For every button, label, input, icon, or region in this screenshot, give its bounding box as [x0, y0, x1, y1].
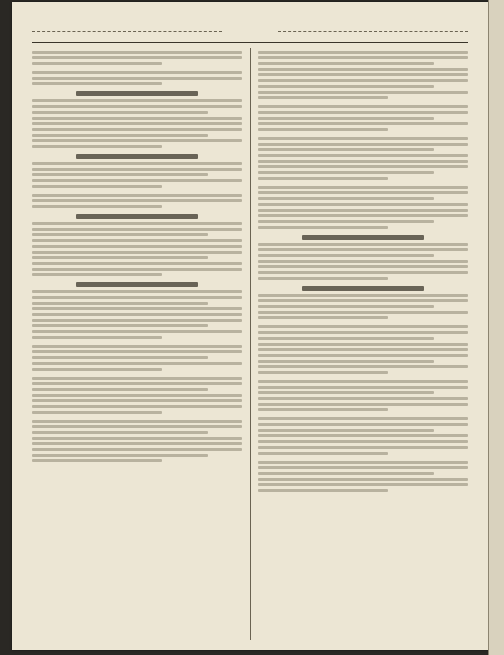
text-line-placeholder: [258, 248, 468, 251]
text-line-placeholder: [258, 197, 434, 200]
text-line-placeholder: [258, 91, 468, 94]
text-line-placeholder: [258, 434, 468, 437]
column-left: [32, 48, 242, 640]
column-divider: [250, 48, 251, 640]
text-line-placeholder: [32, 313, 242, 316]
header-rule-left: [32, 31, 222, 32]
notice-block: [258, 461, 468, 492]
text-line-placeholder: [32, 168, 242, 171]
text-line-placeholder: [258, 440, 468, 443]
text-line-placeholder: [258, 365, 468, 368]
text-line-placeholder: [258, 466, 468, 469]
text-line-placeholder: [258, 277, 388, 280]
text-line-placeholder: [32, 71, 242, 74]
text-line-placeholder: [258, 51, 468, 54]
notice-heading-placeholder: [76, 154, 198, 159]
text-line-placeholder: [32, 388, 208, 391]
text-line-placeholder: [258, 220, 434, 223]
text-line-placeholder: [32, 382, 242, 385]
text-line-placeholder: [258, 265, 468, 268]
text-line-placeholder: [258, 371, 388, 374]
text-line-placeholder: [32, 437, 242, 440]
text-line-placeholder: [32, 345, 242, 348]
text-line-placeholder: [258, 165, 468, 168]
text-line-placeholder: [258, 254, 434, 257]
notice-block: [258, 105, 468, 131]
text-line-placeholder: [258, 117, 434, 120]
text-line-placeholder: [32, 77, 242, 80]
text-line-placeholder: [32, 62, 162, 65]
notice-block: [32, 377, 242, 414]
text-line-placeholder: [32, 134, 208, 137]
text-line-placeholder: [258, 243, 468, 246]
text-line-placeholder: [32, 239, 242, 242]
text-line-placeholder: [32, 459, 162, 462]
text-line-placeholder: [32, 336, 162, 339]
text-line-placeholder: [32, 194, 242, 197]
text-line-placeholder: [258, 111, 468, 114]
text-line-placeholder: [258, 226, 388, 229]
newspaper-page: [12, 2, 488, 650]
notice-block: [32, 154, 242, 188]
text-line-placeholder: [258, 214, 468, 217]
text-line-placeholder: [258, 478, 468, 481]
text-line-placeholder: [32, 179, 242, 182]
text-line-placeholder: [258, 311, 468, 314]
text-line-placeholder: [258, 62, 434, 65]
text-line-placeholder: [32, 411, 162, 414]
text-line-placeholder: [32, 82, 162, 85]
text-line-placeholder: [258, 423, 468, 426]
text-line-placeholder: [32, 99, 242, 102]
text-line-placeholder: [258, 148, 434, 151]
text-line-placeholder: [258, 417, 468, 420]
text-line-placeholder: [32, 399, 242, 402]
text-line-placeholder: [258, 316, 388, 319]
text-line-placeholder: [258, 446, 468, 449]
notice-heading-placeholder: [76, 91, 198, 96]
text-line-placeholder: [258, 171, 434, 174]
text-line-placeholder: [258, 348, 468, 351]
text-line-placeholder: [258, 489, 388, 492]
notice-block: [32, 71, 242, 85]
text-line-placeholder: [32, 394, 242, 397]
text-line-placeholder: [32, 233, 208, 236]
notice-block: [258, 51, 468, 100]
text-line-placeholder: [258, 403, 468, 406]
text-line-placeholder: [258, 483, 468, 486]
text-line-placeholder: [258, 429, 434, 432]
text-line-placeholder: [258, 73, 468, 76]
page-header: [32, 22, 468, 43]
notice-block: [32, 345, 242, 371]
notice-heading-placeholder: [302, 235, 424, 240]
text-line-placeholder: [32, 431, 208, 434]
text-line-placeholder: [258, 186, 468, 189]
text-line-placeholder: [258, 380, 468, 383]
text-line-placeholder: [258, 85, 434, 88]
notice-block: [258, 235, 468, 280]
text-line-placeholder: [32, 273, 162, 276]
text-line-placeholder: [258, 137, 468, 140]
text-line-placeholder: [258, 160, 468, 163]
text-line-placeholder: [32, 454, 208, 457]
adjacent-page-edge: [488, 0, 504, 655]
text-line-placeholder: [258, 325, 468, 328]
text-line-placeholder: [258, 354, 468, 357]
text-line-placeholder: [32, 145, 162, 148]
text-line-placeholder: [32, 319, 242, 322]
text-line-placeholder: [258, 56, 468, 59]
text-line-placeholder: [258, 461, 468, 464]
text-line-placeholder: [258, 177, 388, 180]
text-line-placeholder: [32, 251, 242, 254]
text-line-placeholder: [32, 128, 242, 131]
text-line-placeholder: [32, 139, 242, 142]
text-line-placeholder: [258, 294, 468, 297]
text-line-placeholder: [32, 185, 162, 188]
text-line-placeholder: [32, 448, 242, 451]
text-line-placeholder: [258, 331, 468, 334]
notice-block: [32, 420, 242, 463]
text-line-placeholder: [258, 143, 468, 146]
text-line-placeholder: [258, 68, 468, 71]
text-line-placeholder: [258, 343, 468, 346]
notice-block: [258, 137, 468, 180]
text-line-placeholder: [32, 122, 242, 125]
text-line-placeholder: [32, 356, 208, 359]
text-line-placeholder: [32, 307, 242, 310]
text-line-placeholder: [258, 360, 434, 363]
notice-heading-placeholder: [76, 282, 198, 287]
text-line-placeholder: [32, 51, 242, 54]
text-line-placeholder: [258, 128, 388, 131]
text-line-placeholder: [32, 302, 208, 305]
text-line-placeholder: [32, 256, 208, 259]
text-line-placeholder: [258, 271, 468, 274]
text-line-placeholder: [32, 420, 242, 423]
text-line-placeholder: [258, 299, 468, 302]
text-line-placeholder: [32, 199, 242, 202]
text-line-placeholder: [32, 56, 242, 59]
text-line-placeholder: [258, 397, 468, 400]
header-rule-right: [278, 31, 468, 32]
text-line-placeholder: [258, 209, 468, 212]
text-line-placeholder: [32, 105, 242, 108]
notice-block: [258, 417, 468, 454]
notice-block: [32, 282, 242, 339]
text-line-placeholder: [32, 268, 242, 271]
text-line-placeholder: [258, 122, 468, 125]
text-line-placeholder: [32, 425, 242, 428]
text-line-placeholder: [258, 408, 388, 411]
text-line-placeholder: [32, 368, 162, 371]
notice-block: [32, 214, 242, 276]
notice-heading-placeholder: [76, 214, 198, 219]
text-line-placeholder: [258, 96, 388, 99]
notice-block: [258, 186, 468, 229]
notice-block: [32, 91, 242, 148]
text-line-placeholder: [258, 305, 434, 308]
text-line-placeholder: [32, 117, 242, 120]
text-line-placeholder: [32, 111, 208, 114]
text-line-placeholder: [32, 222, 242, 225]
text-line-placeholder: [258, 105, 468, 108]
text-line-placeholder: [32, 245, 242, 248]
notice-block: [258, 286, 468, 320]
text-line-placeholder: [32, 362, 242, 365]
notice-block: [32, 51, 242, 65]
text-line-placeholder: [258, 154, 468, 157]
text-line-placeholder: [32, 324, 208, 327]
text-line-placeholder: [32, 262, 242, 265]
text-line-placeholder: [32, 350, 242, 353]
text-line-placeholder: [258, 203, 468, 206]
text-line-placeholder: [32, 442, 242, 445]
text-line-placeholder: [258, 452, 388, 455]
notice-block: [258, 380, 468, 411]
text-line-placeholder: [258, 337, 434, 340]
text-line-placeholder: [32, 290, 242, 293]
text-line-placeholder: [258, 79, 468, 82]
text-line-placeholder: [258, 391, 434, 394]
text-line-placeholder: [258, 472, 434, 475]
column-right: [258, 48, 468, 640]
text-line-placeholder: [32, 377, 242, 380]
text-line-placeholder: [32, 405, 242, 408]
text-line-placeholder: [32, 205, 162, 208]
notice-block: [258, 325, 468, 374]
notice-heading-placeholder: [302, 286, 424, 291]
text-line-placeholder: [32, 228, 242, 231]
text-line-placeholder: [32, 162, 242, 165]
text-line-placeholder: [32, 296, 242, 299]
text-line-placeholder: [32, 330, 242, 333]
text-line-placeholder: [258, 260, 468, 263]
text-line-placeholder: [32, 173, 208, 176]
text-line-placeholder: [258, 386, 468, 389]
text-line-placeholder: [258, 191, 468, 194]
notice-block: [32, 194, 242, 208]
